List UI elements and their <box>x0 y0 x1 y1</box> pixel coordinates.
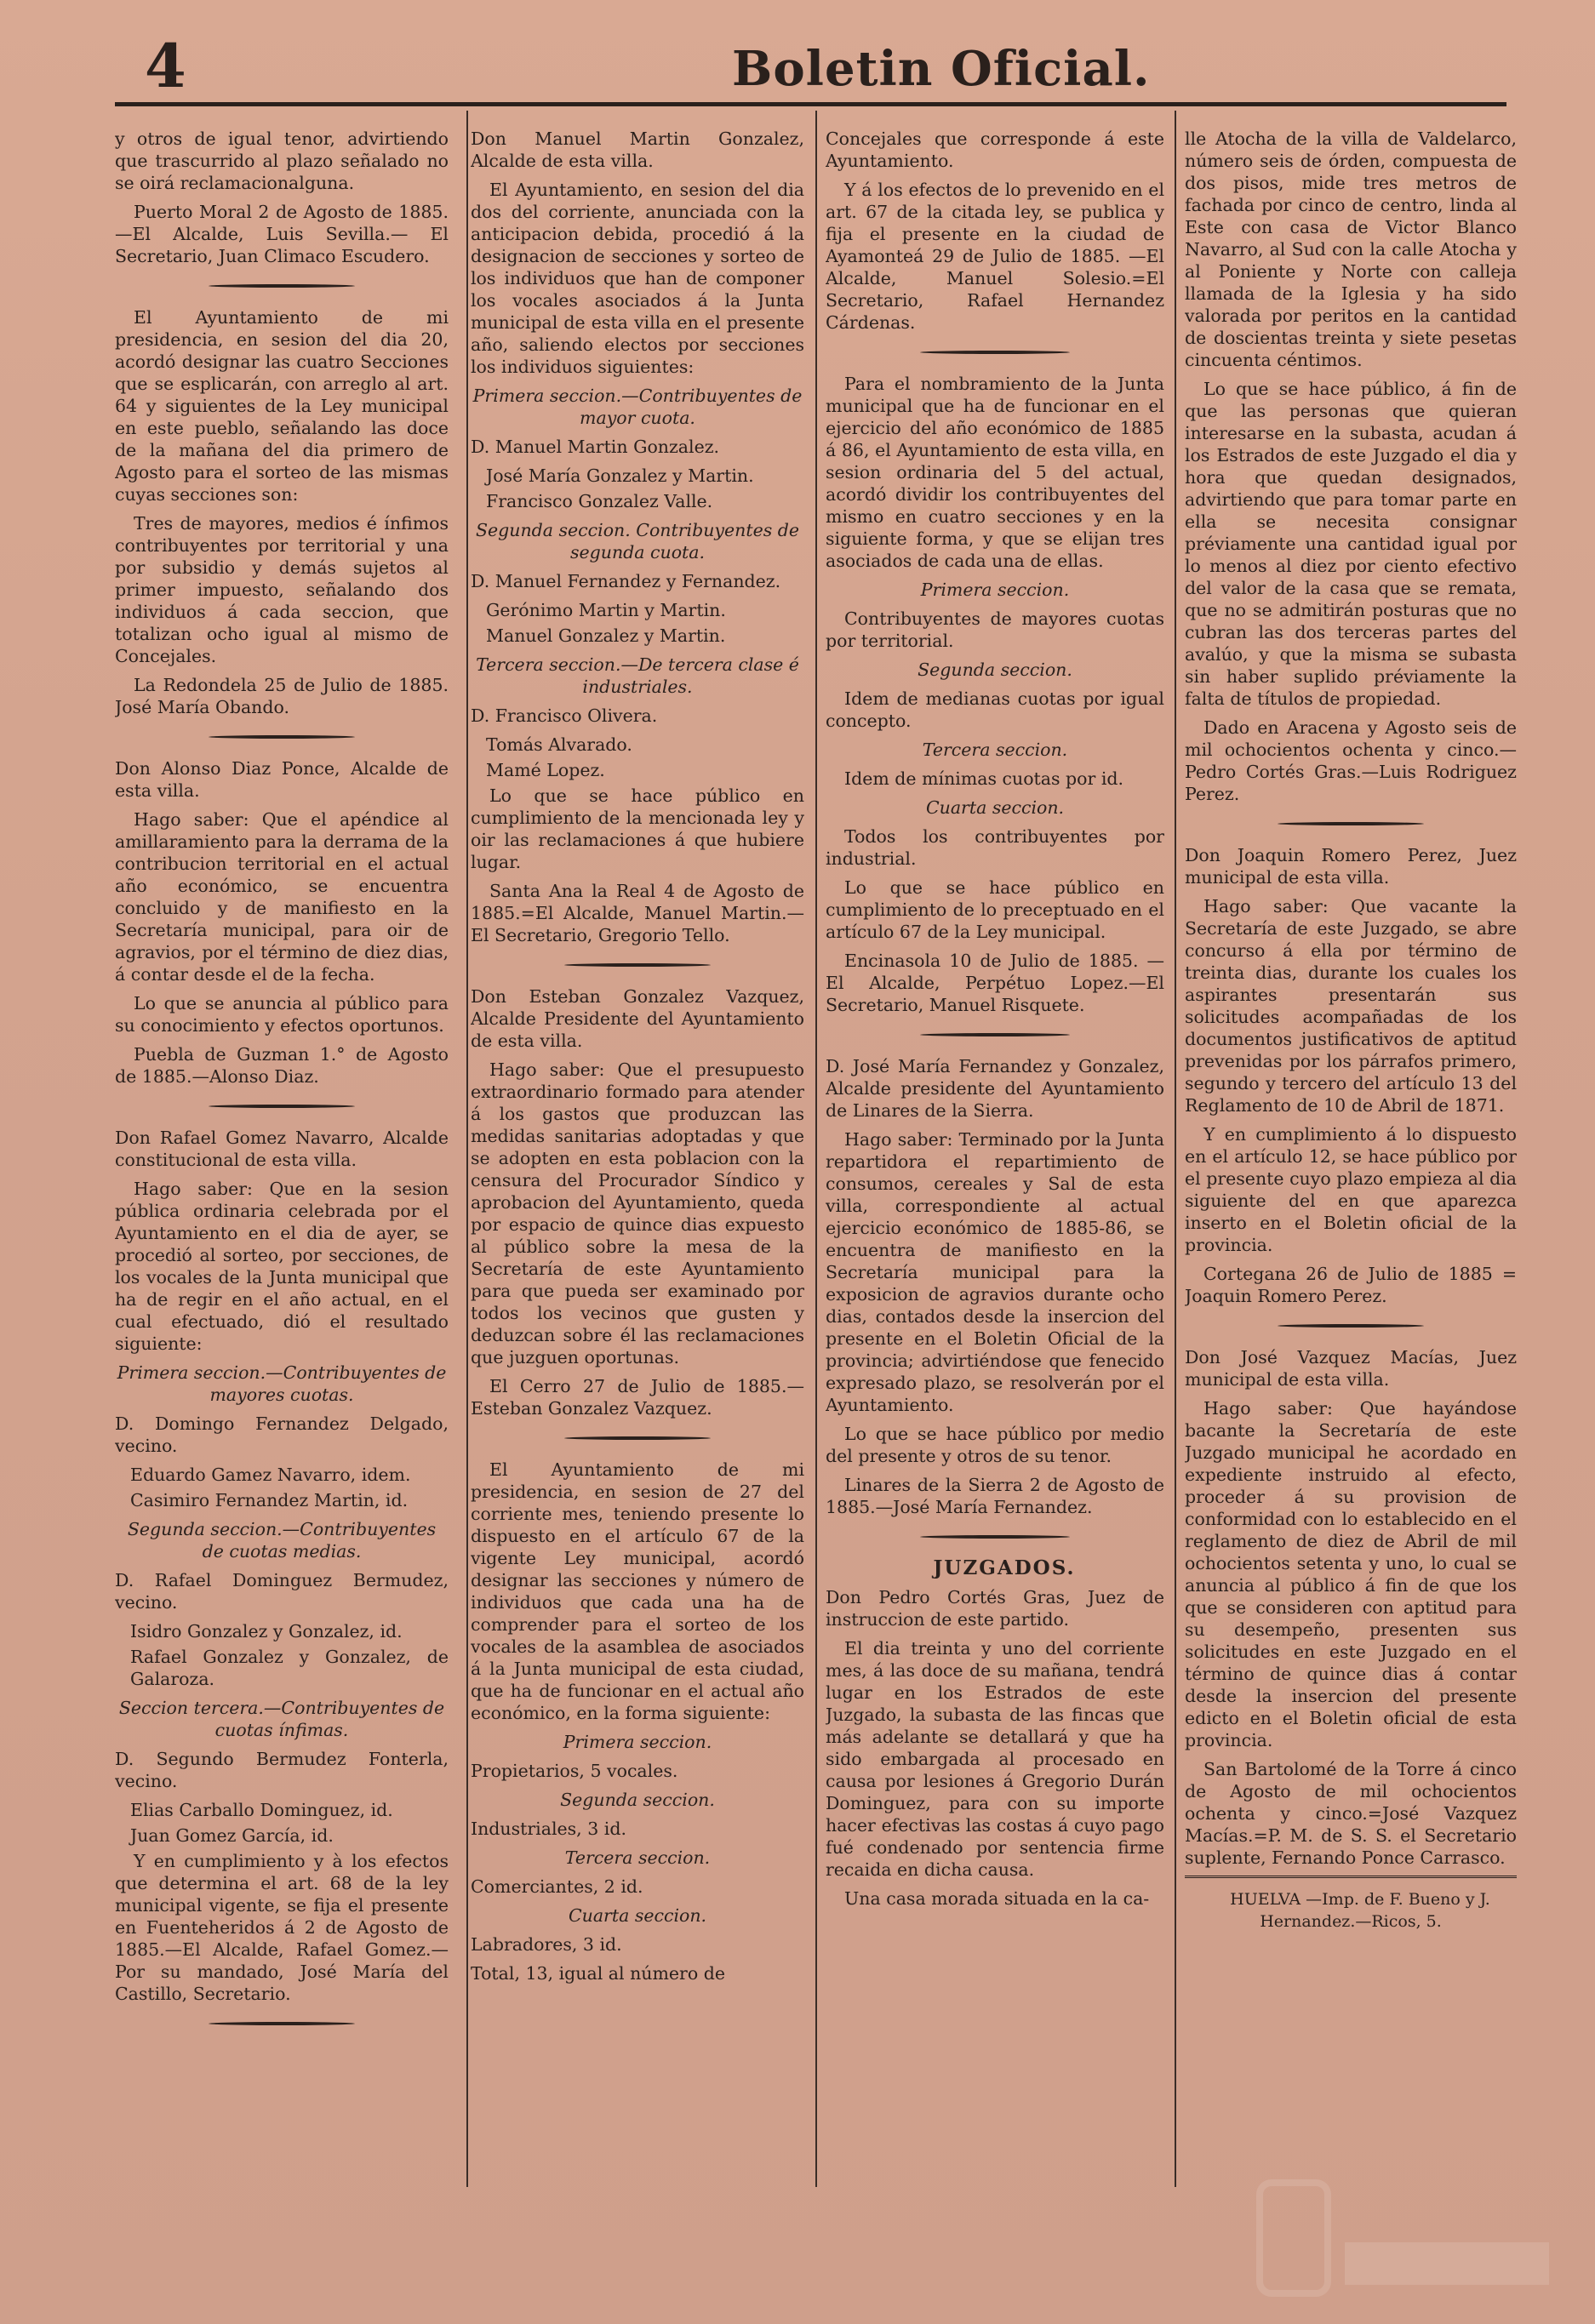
section-heading: Segunda seccion.—Contribuyentes de cuotas medias. <box>127 1519 437 1562</box>
column-4 <box>1185 128 1517 2213</box>
list-item: Tomás Alvarado. <box>486 734 632 755</box>
header-rule <box>115 102 1506 106</box>
paragraph: Y en cumplimiento y à los efectos que determina el art. 68 de la ley municipal vigente, se fija el presente en Fuenteheridos á 2 de Agosto de 1885.—El Alcalde, Rafael Gomez.—Por su mandado, José María del Castillo, Secretario. <box>115 1851 449 2004</box>
list-item: Labradores, 3 id. <box>471 1934 622 1955</box>
paragraph: El dia treinta y uno del corriente mes, á las doce de su mañana, tendrá lugar en los Estrados de este Juzgado, la subasta de las fincas que más adelante se detallará y que ha sido embargada al procesado en causa por lesiones á Gregorio Durán Dominguez, para con su importe hacer efectivas las costas á cuyo pago fué condenado por sentencia firme recaida en dicha causa. <box>826 1638 1164 1880</box>
paragraph: El Ayuntamiento de mi presidencia, en sesion de 27 del corriente mes, teniendo presente lo dispuesto en el artículo 67 de la vigente Ley municipal, acordó designar las secciones y número de individuos que cada una ha de comprender para el sorteo de los vocales de la asamblea de asociados á la Junta municipal de esta ciudad, que ha de funcionar en el actual año económico, en la forma siguiente: <box>471 1459 804 1723</box>
paragraph: Lo que se anuncia al público para su conocimiento y efectos oportunos. <box>115 993 449 1036</box>
list-item: D. Manuel Fernandez y Fernandez. <box>471 571 781 591</box>
section-heading: Segunda seccion. <box>918 660 1072 680</box>
notice-heading: D. José María Fernandez y Gonzalez, Alcalde presidente del Ayuntamiento de Linares de la Sierra. <box>826 1056 1164 1121</box>
list-item: José María Gonzalez y Martin. <box>486 465 754 486</box>
paragraph: Concejales que corresponde á este Ayuntamiento. <box>826 128 1164 171</box>
notice-heading: Don Manuel Martin Gonzalez, Alcalde de esta villa. <box>471 128 804 171</box>
page-number: 4 <box>145 31 186 101</box>
signature: Encinasola 10 de Julio de 1885. —El Alcalde, Perpétuo Lopez.—El Secretario, Manuel Risquete. <box>826 951 1164 1015</box>
list-item: Propietarios, 5 vocales. <box>471 1761 678 1781</box>
list-item: Mamé Lopez. <box>486 760 605 780</box>
list-item: Comerciantes, 2 id. <box>471 1876 643 1897</box>
list-item: D. Manuel Martin Gonzalez. <box>471 437 720 457</box>
separator <box>115 1096 449 1115</box>
section-heading: Primera seccion.—Contribuyentes de mayores cuotas. <box>117 1362 447 1405</box>
separator <box>826 1527 1164 1545</box>
column-3 <box>826 128 1164 2213</box>
signature: Puerto Moral 2 de Agosto de 1885.—El Alcalde, Luis Sevilla.— El Secretario, Juan Climaco Escudero. <box>115 202 449 266</box>
list-item: Rafael Gonzalez y Gonzalez, de Galaroza. <box>130 1647 449 1689</box>
signature: Santa Ana la Real 4 de Agosto de 1885.=El Alcalde, Manuel Martin.—El Secretario, Gregorio Tello. <box>471 881 804 945</box>
signature: La Redondela 25 de Julio de 1885. José María Obando. <box>115 675 449 717</box>
list-item: Manuel Gonzalez y Martin. <box>486 625 726 646</box>
paragraph: El Ayuntamiento, en sesion del dia dos del corriente, anunciada con la anticipacion debida, procedió á la designacion de secciones y sorteo de los individuos que han de componer los vocales asociados á la Junta municipal de esta villa en el presente año, saliendo electos por secciones los individuos siguientes: <box>471 180 804 377</box>
notice-heading: Don Joaquin Romero Perez, Juez municipal de esta villa. <box>1185 845 1517 888</box>
signature: San Bartolomé de la Torre á cinco de Agosto de mil ochocientos ochenta y cinco.=José Vazquez Macías.=P. M. de S. S. el Secretario suplente, Fernando Ponce Carrasco. <box>1185 1759 1517 1868</box>
notice-heading: Don Alonso Diaz Ponce, Alcalde de esta villa. <box>115 758 449 801</box>
paragraph: Hago saber: Que el apéndice al amillaramiento para la derrama de la contribucion territorial en el actual año económico, se encuentra concluido y de manifiesto en la Secretaría municipal, para oir de agravios, por el término de diez dias, á contar desde el de la fecha. <box>115 809 449 985</box>
newspaper-title: Boletin Oficial. <box>732 41 1151 97</box>
list-item: Elias Carballo Dominguez, id. <box>130 1800 393 1820</box>
list-item: Casimiro Fernandez Martin, id. <box>130 1490 409 1510</box>
separator <box>115 276 449 294</box>
section-heading: Tercera seccion.—De tercera clase é industriales. <box>476 654 799 697</box>
paragraph: Lo que se hace público en cumplimiento de lo preceptuado en el artículo 67 de la Ley municipal. <box>826 877 1164 942</box>
paragraph: Hago saber: Que vacante la Secretaría de este Juzgado, se abre concurso á ella por término de treinta dias, durante los cuales los aspirantes presentarán sus solicitudes acompañadas de los documentos justificativos de aptitud prevenidas por los párrafos primero, segundo y tercero del artículo 13 del Reglamento de 10 de Abril de 1871. <box>1185 896 1517 1116</box>
paragraph: Lo que se hace público en cumplimiento de la mencionada ley y oir las reclamaciones á que hubiere lugar. <box>471 785 804 872</box>
separator <box>471 955 804 974</box>
notice-heading: Don José Vazquez Macías, Juez municipal de esta villa. <box>1185 1347 1517 1390</box>
notice-heading: Don Esteban Gonzalez Vazquez, Alcalde Presidente del Ayuntamiento de esta villa. <box>471 986 804 1051</box>
column-divider <box>466 111 468 2187</box>
section-heading: Tercera seccion. <box>564 1847 711 1868</box>
signature: El Cerro 27 de Julio de 1885.— Esteban Gonzalez Vazquez. <box>471 1376 804 1419</box>
separator <box>115 727 449 745</box>
section-heading: Tercera seccion. <box>922 739 1068 760</box>
list-item: Isidro Gonzalez y Gonzalez, id. <box>130 1621 403 1642</box>
column-2 <box>471 128 804 2213</box>
paragraph: Y en cumplimiento á lo dispuesto en el artículo 12, se hace público por el presente cuyo plazo empieza al dia siguiente del en que aparezca inserto en el Boletin oficial de la provincia. <box>1185 1124 1517 1255</box>
paragraph: Para el nombramiento de la Junta municipal que ha de funcionar en el ejercicio del año económico de 1885 á 86, el Ayuntamiento de esta villa, en sesion ordinaria del 5 del actual, acordó dividir los contribuyentes del mismo en cuatro secciones y en la siguiente forma, y que se elijan tres asociados de cada una de ellas. <box>826 374 1164 571</box>
signature: Cortegana 26 de Julio de 1885 = Joaquin Romero Perez. <box>1185 1264 1517 1306</box>
signature: Y á los efectos de lo prevenido en el art. 67 de la citada ley, se publica y fija el presente en la ciudad de Ayamonteá 29 de Julio de 1885. —El Alcalde, Manuel Solesio.=El Secretario, Rafael Hernandez Cárdenas. <box>826 180 1164 333</box>
list-item: D. Domingo Fernandez Delgado, vecino. <box>115 1413 449 1456</box>
section-heading: Seccion tercera.—Contribuyentes de cuotas ínfimas. <box>118 1698 445 1740</box>
paragraph: Una casa morada situada en la ca- <box>844 1888 1150 1909</box>
imprint: HUELVA —Imp. de F. Bueno y J. Hernandez.—Ricos, 5. <box>1185 1876 1517 1933</box>
column-1 <box>115 128 449 2213</box>
section-heading: Primera seccion.—Contribuyentes de mayor cuota. <box>472 385 803 428</box>
signature: Puebla de Guzman 1.° de Agosto de 1885.—Alonso Diaz. <box>115 1044 449 1087</box>
notice-heading: Don Pedro Cortés Gras, Juez de instruccion de este partido. <box>826 1587 1164 1630</box>
signature: Linares de la Sierra 2 de Agosto de 1885.—José María Fernandez. <box>826 1475 1164 1517</box>
section-heading: Primera seccion. <box>563 1732 712 1752</box>
signature: Dado en Aracena y Agosto seis de mil ochocientos ochenta y cinco.— Pedro Cortés Gras.—Luis Rodriguez Perez. <box>1185 717 1517 804</box>
separator <box>115 2013 449 2032</box>
column-divider <box>1175 111 1176 2187</box>
section-heading: Cuarta seccion. <box>925 797 1065 818</box>
paragraph: Lo que se hace público por medio del presente y otros de su tenor. <box>826 1424 1164 1466</box>
section-title: JUZGADOS. <box>933 1556 1076 1579</box>
paragraph: Hago saber: Terminado por la Junta repartidora el repartimiento de consumos, cereales y Sal de esta villa, correspondiente al actual ejercicio económico de 1885-86, se encuentra de manifiesto en la Secretaría municipal para la exposicion de agravios durante ocho dias, contados desde la insercion del presente en el Boletin Oficial de la provincia; advirtiéndose que fenecido expresado plazo, se resolverán por el Ayuntamiento. <box>826 1129 1164 1415</box>
list-item: Todos los contribuyentes por industrial. <box>826 826 1164 869</box>
list-item: Juan Gomez García, id. <box>130 1825 334 1846</box>
list-item: Francisco Gonzalez Valle. <box>486 491 713 511</box>
section-heading: Segunda seccion. <box>560 1790 715 1810</box>
separator <box>1185 1316 1517 1334</box>
paragraph: lle Atocha de la villa de Valdelarco, número seis de órden, compuesta de dos pisos, mide tres metros de fachada por cinco de centro, linda al Este con casa de Victor Blanco Navarro, al Sud con la calle Atocha y al Poniente y Norte con calleja llamada de la Iglesia y ha sido valorada por peritos en la cantidad de doscientas treinta y siete pesetas cincuenta céntimos. <box>1185 128 1517 370</box>
archive-watermark-icon <box>1251 2174 1558 2302</box>
list-item: Eduardo Gamez Navarro, idem. <box>130 1465 411 1485</box>
paragraph: El Ayuntamiento de mi presidencia, en sesion del dia 20, acordó designar las cuatro Secciones que se esplicarán, con arreglo al art. 64 y siguientes de la Ley municipal en este pueblo, señalando las doce de la mañana del dia primero de Agosto para el sorteo de las mismas cuyas secciones son: <box>115 307 449 505</box>
list-item: Idem de medianas cuotas por igual concepto. <box>826 688 1164 731</box>
separator <box>1185 814 1517 832</box>
list-item: D. Segundo Bermudez Fonterla, vecino. <box>115 1749 449 1791</box>
list-item: Industriales, 3 id. <box>471 1819 626 1839</box>
column-divider <box>815 111 817 2187</box>
section-heading: Segunda seccion. Contribuyentes de segunda cuota. <box>475 520 800 562</box>
list-item: Contribuyentes de mayores cuotas por territorial. <box>826 608 1164 651</box>
section-heading: Cuarta seccion. <box>568 1905 707 1926</box>
paragraph: Hago saber: Que el presupuesto extraordinario formado para atender á los gastos que produzcan las medidas sanitarias adoptadas y que se adopten en esta poblacion con la censura del Procurador Síndico y aprobacion del Ayuntamiento, queda por espacio de quince dias expuesto al público sobre la mesa de la Secretaría de este Ayuntamiento para que pueda ser examinado por todos los vecinos que gusten y deduzcan sobre él las reclamaciones que juzguen oportunas. <box>471 1059 804 1368</box>
notice-heading: Don Rafael Gomez Navarro, Alcalde constitucional de esta villa. <box>115 1128 449 1170</box>
list-item: Total, 13, igual al número de <box>471 1963 725 1984</box>
paragraph: Tres de mayores, medios é ínfimos contribuyentes por territorial y una por subsidio y demás sujetos al primer impuesto, señalando dos individuos á cada seccion, que totalizan ocho igual al mismo de Concejales. <box>115 513 449 666</box>
list-item: Gerónimo Martin y Martin. <box>486 600 726 620</box>
section-heading: Primera seccion. <box>920 580 1070 600</box>
paragraph: Lo que se hace público, á fin de que las personas que quieran interesarse en la subasta, acudan á los Estrados de este Juzgado el dia y hora que quedan designados, advirtiendo que para tomar parte en ella se necesita consignar préviamente una cantidad igual por lo menos al diez por ciento efectivo del valor de la casa que se remata, que no se admitirán posturas que no cubran las dos terceras partes del avalúo, y que la misma se subasta sin haber suplido préviamente la falta de títulos de propiedad. <box>1185 379 1517 709</box>
list-item: Idem de mínimas cuotas por id. <box>844 768 1124 789</box>
separator <box>826 1025 1164 1043</box>
paragraph: Hago saber: Que en la sesion pública ordinaria celebrada por el Ayuntamiento en el dia de ayer, se procedió al sorteo, por secciones, de los vocales de la Junta municipal que ha de regir en el año actual, en el cual efectuado, dió el resultado siguiente: <box>115 1179 449 1354</box>
separator <box>826 342 1164 361</box>
paragraph: Hago saber: Que hayándose bacante la Secretaría de este Juzgado municipal he acordado en expediente instruido al efecto, proceder á su provision de conformidad con lo establecido en el reglamento de diez de Abril de mil ochocientos setenta y uno, lo cual se anuncia al público á fin de que los que se consideren con aptitud para su desempeño, presenten sus solicitudes en este Juzgado en el término de quince dias á contar desde la insercion del presente edicto en el Boletin oficial de esta provincia. <box>1185 1398 1517 1750</box>
paragraph: y otros de igual tenor, advirtiendo que trascurrido al plazo señalado no se oirá reclamacionalguna. <box>115 128 449 193</box>
list-item: D. Rafael Dominguez Bermudez, vecino. <box>115 1570 449 1613</box>
separator <box>471 1428 804 1447</box>
list-item: D. Francisco Olivera. <box>471 705 658 726</box>
